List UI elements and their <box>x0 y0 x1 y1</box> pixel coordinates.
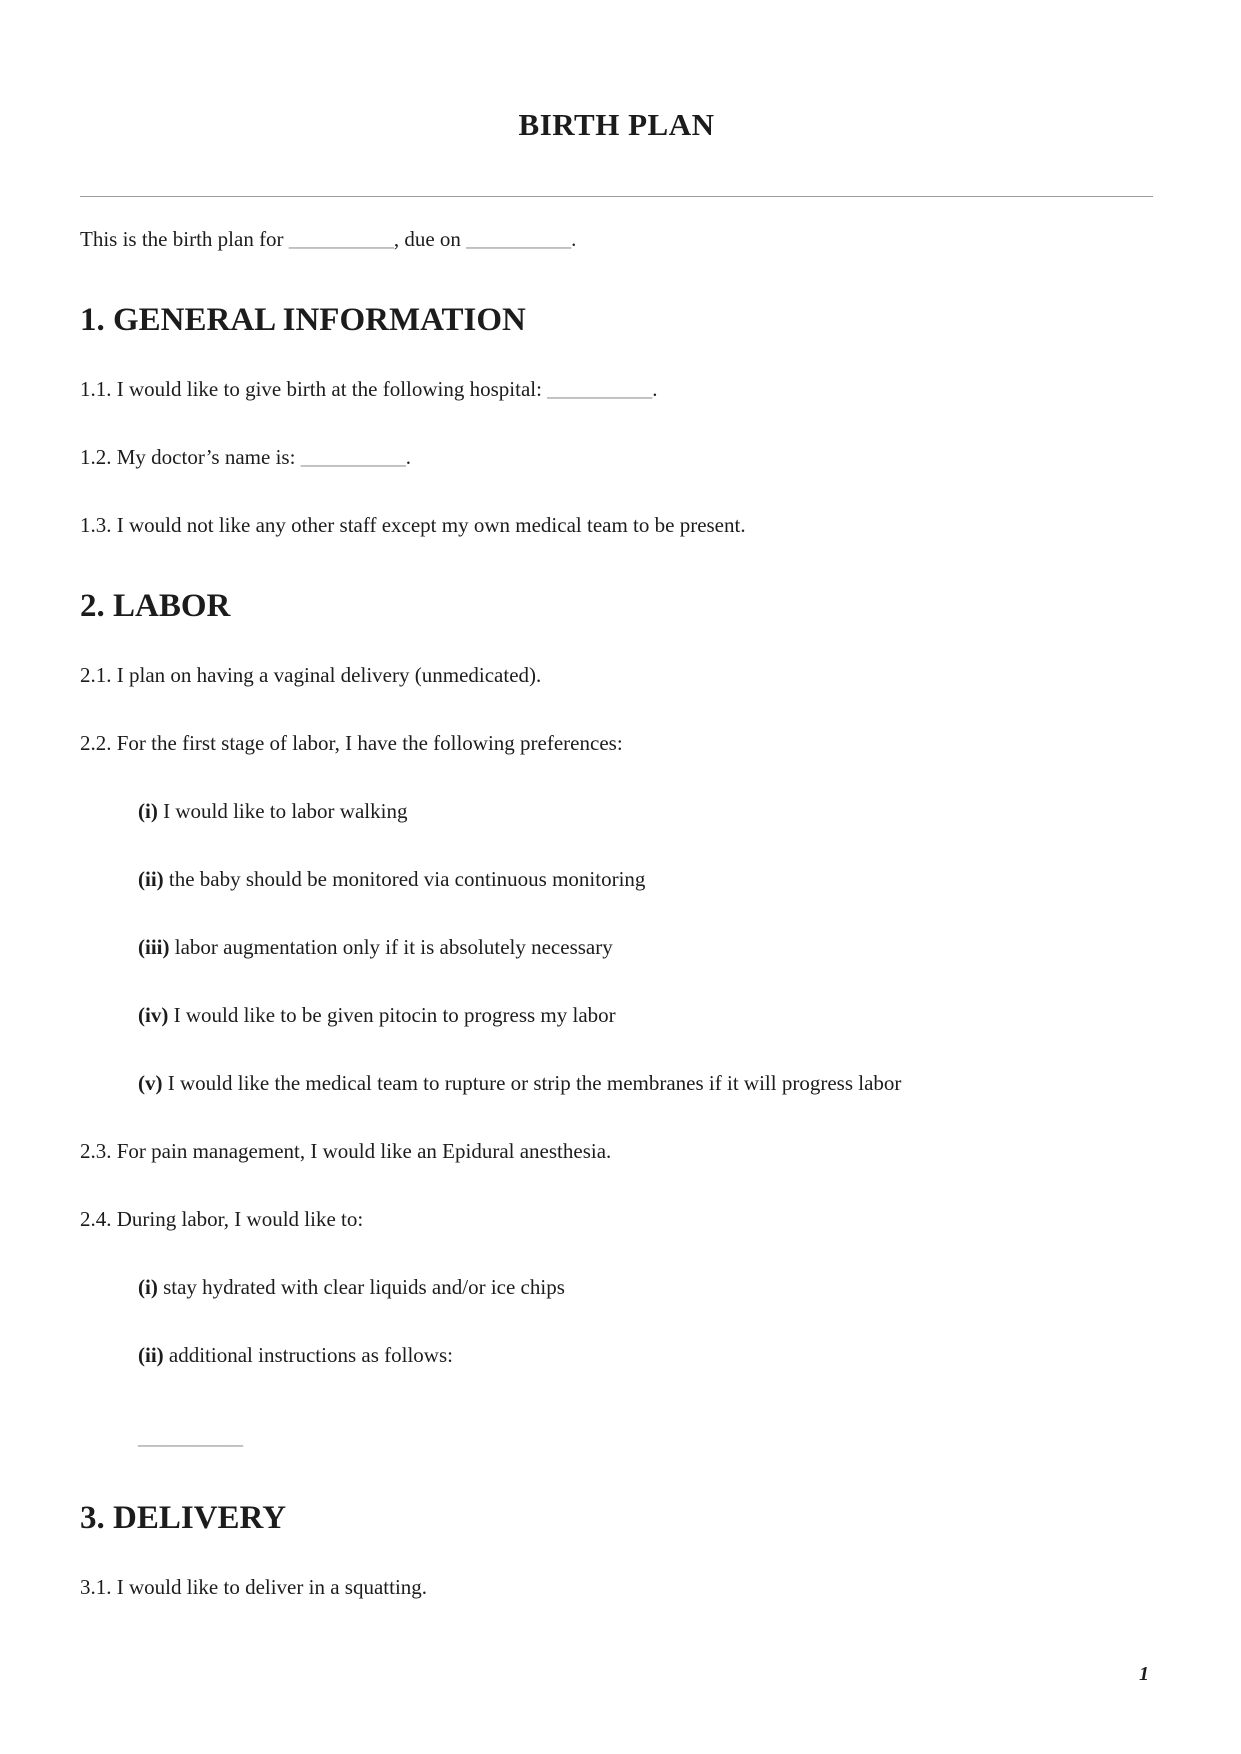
intro-end: . <box>571 227 577 251</box>
clause-1-3: 1.3. I would not like any other staff except my own medical team to be present. <box>80 513 746 537</box>
sub-item-text: labor augmentation only if it is absolutely necessary <box>169 935 613 959</box>
sub-item-text: I would like to be given pitocin to progress my labor <box>168 1003 616 1027</box>
sub-item-text: additional instructions as follows: <box>163 1343 453 1367</box>
clause-2-4: 2.4. During labor, I would like to: <box>80 1207 364 1231</box>
due-date-blank: __________ <box>466 227 572 251</box>
clause-3-1: 3.1. I would like to deliver in a squatting. <box>80 1575 428 1599</box>
clause-2-1: 2.1. I plan on having a vaginal delivery (unmedicated). <box>80 663 542 687</box>
sub-item-marker: (iii) <box>138 935 170 959</box>
clause-1-2-text: 1.2. My doctor’s name is: <box>80 445 301 469</box>
clause-1-1 <box>80 377 1153 402</box>
sub-item-text: I would like the medical team to rupture or strip the membranes if it will progress labor <box>162 1071 902 1095</box>
name-blank: __________ <box>288 227 394 251</box>
sub-item-marker: (ii) <box>138 1343 164 1367</box>
section-heading-general-information: 1. GENERAL INFORMATION <box>80 302 526 338</box>
clause-2-4-sub-ii <box>80 1343 1153 1368</box>
clause-2-2-sub-iv <box>80 1003 1153 1028</box>
intro-mid: , due on <box>393 227 467 251</box>
sub-item-marker: (v) <box>138 1071 163 1095</box>
clause-2-2-sub-ii <box>80 867 1153 892</box>
clause-2-4-sub-i <box>80 1275 1153 1300</box>
doctor-name-blank: __________ <box>300 445 406 469</box>
title-divider <box>80 196 1153 197</box>
sub-item-marker: (i) <box>138 1275 158 1299</box>
clause-2-2-sub-iii <box>80 935 1153 960</box>
page-number: 1 <box>1139 1663 1149 1685</box>
clause-2-3: 2.3. For pain management, I would like an Epidural anesthesia. <box>80 1139 612 1163</box>
sub-item-marker: (ii) <box>138 867 164 891</box>
intro-paragraph <box>80 227 1153 252</box>
sub-item-text: the baby should be monitored via continuous monitoring <box>163 867 646 891</box>
sub-item-text: I would like to labor walking <box>157 799 408 823</box>
clause-2-2-sub-v <box>80 1071 1153 1096</box>
additional-instructions-blank <box>80 1425 1153 1450</box>
sub-item-marker: (i) <box>138 799 158 823</box>
section-heading-delivery: 3. DELIVERY <box>80 1500 287 1536</box>
sub-item-text: stay hydrated with clear liquids and/or ice chips <box>157 1275 565 1299</box>
clause-2-2: 2.2. For the first stage of labor, I have the following preferences: <box>80 731 623 755</box>
clause-1-1-text: 1.1. I would like to give birth at the following hospital: <box>80 377 548 401</box>
clause-1-2-end: . <box>405 445 411 469</box>
section-heading-labor: 2. LABOR <box>80 588 231 624</box>
page-title: BIRTH PLAN <box>518 107 715 142</box>
clause-2-2-sub-i <box>80 799 1153 824</box>
clause-1-1-end: . <box>652 377 658 401</box>
sub-item-marker: (iv) <box>138 1003 169 1027</box>
intro-lead: This is the birth plan for <box>80 227 289 251</box>
write-in-blank: __________ <box>138 1425 243 1449</box>
hospital-blank: __________ <box>547 377 653 401</box>
clause-1-2 <box>80 445 1153 470</box>
